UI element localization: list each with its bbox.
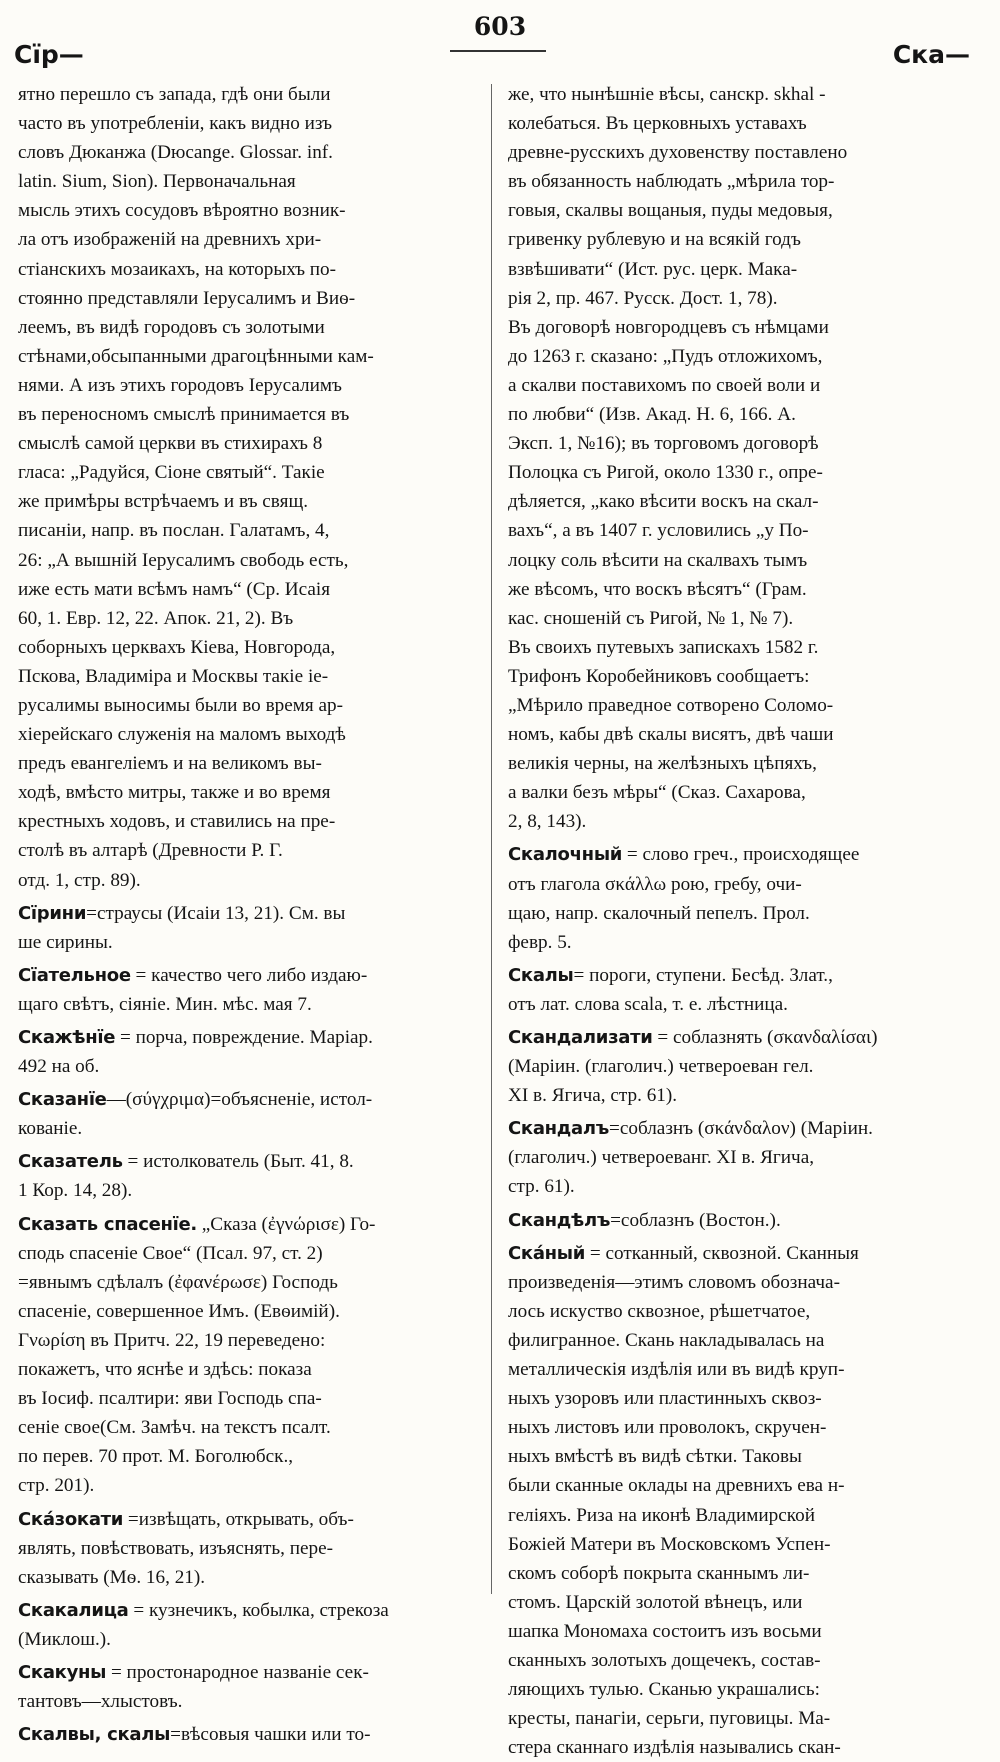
text-line (508, 870, 976, 899)
line-text: = соблазнять (σκανδαλίσαι) (652, 1027, 878, 1048)
text-line (508, 691, 976, 720)
headword: Скакуны (18, 1661, 107, 1683)
continued-text (18, 80, 481, 895)
headword: Скандалъ (508, 1118, 610, 1140)
text-line (508, 342, 976, 371)
line-text: въ обязанность наблюдать „мѣрила тор- (508, 171, 835, 193)
line-text: Пскова, Владиміра и Москвы такіе іе- (18, 665, 329, 687)
line-text: являть, повѣствовать, изъяснять, пере- (18, 1537, 333, 1559)
line-text: =соблазнъ (Востон.). (610, 1209, 781, 1231)
text-line (508, 928, 976, 957)
line-text: были сканные оклады на древнихъ ева н- (508, 1475, 845, 1497)
line-text: кованіе. (18, 1118, 83, 1140)
text-line (508, 778, 976, 807)
text-line (18, 1471, 481, 1500)
text-line (18, 487, 481, 516)
text-line (18, 1176, 481, 1205)
line-text: стр. 201). (18, 1475, 95, 1497)
text-line (18, 313, 481, 342)
text-line (18, 899, 481, 928)
line-text: великія черны, на желѣзныхъ цѣпяхъ, (508, 753, 817, 775)
line-text: = слово греч., происходящее (622, 844, 860, 866)
text-line (18, 1687, 481, 1716)
line-text: номъ, кабы двѣ скалы висятъ, двѣ чаши (508, 724, 834, 746)
text-line (18, 196, 481, 225)
text-line (18, 255, 481, 284)
line-text: гривенку рублевую и на всякій годъ (508, 229, 801, 251)
text-line (18, 1625, 481, 1654)
line-text: 60, 1. Евр. 12, 22. Апок. 21, 2). Въ (18, 607, 294, 629)
text-line (508, 633, 976, 662)
text-line (18, 458, 481, 487)
text-line (508, 1384, 976, 1413)
text-line (18, 720, 481, 749)
text-line (508, 546, 976, 575)
text-line (18, 342, 481, 371)
line-text: = кузнечикъ, кобылка, стрекоза (128, 1599, 389, 1621)
text-line (18, 80, 481, 109)
text-line (18, 1114, 481, 1143)
line-text: филигранное. Скань накладывалась на (508, 1329, 825, 1351)
text-line (18, 1268, 481, 1297)
line-text: 2, 8, 143). (508, 811, 587, 833)
line-text: русалимы выносимы были во время ар- (18, 694, 343, 716)
line-text: скомъ соборѣ покрыта сканнымъ ли- (508, 1562, 810, 1584)
line-text: крестныхъ ходовъ, и ставились на пре- (18, 811, 336, 833)
line-text: ятно перешло съ запада, гдѣ они были (18, 84, 331, 105)
text-line (508, 1172, 976, 1201)
dictionary-entry (18, 1505, 481, 1592)
text-line (508, 720, 976, 749)
text-line (508, 371, 976, 400)
text-line (508, 1081, 976, 1110)
text-line (508, 1239, 976, 1268)
line-text: 1 Кор. 14, 28). (18, 1180, 133, 1202)
text-line (508, 1297, 976, 1326)
line-text: „Мѣрило праведное сотворено Соломо- (508, 694, 834, 716)
line-text: = истолкователь (Быт. 41, 8. (122, 1151, 354, 1173)
text-line (18, 1355, 481, 1384)
text-line (18, 1534, 481, 1563)
text-line (508, 899, 976, 928)
text-line (508, 1268, 976, 1297)
text-line (508, 1023, 976, 1052)
text-line (18, 575, 481, 604)
text-line (508, 1617, 976, 1646)
line-text: Трифонъ Коробейниковъ сообщаетъ: (508, 665, 810, 687)
text-line (508, 1588, 976, 1617)
text-line (508, 196, 976, 225)
line-text: —(σύγχριμα)=объясненіе, истол- (106, 1089, 373, 1111)
text-line (508, 1704, 976, 1733)
text-line (18, 1147, 481, 1176)
line-text: =извѣщать, открывать, объ- (123, 1508, 354, 1530)
line-text: часто въ употребленіи, какъ видно изъ (18, 113, 333, 135)
text-line (508, 487, 976, 516)
line-text: ныхъ листовъ или проволокъ, скручен- (508, 1417, 827, 1439)
headword: Сїательное (18, 964, 131, 986)
line-text: до 1263 г. сказано: „Пудъ отложихомъ, (508, 345, 823, 367)
dictionary-entry (18, 1596, 481, 1654)
text-line (18, 1505, 481, 1534)
line-text: шапка Мономаха состоитъ изъ восьми (508, 1620, 822, 1642)
text-line (18, 1239, 481, 1268)
headword: Скáзокати (18, 1508, 124, 1530)
line-text: стр. 61). (508, 1176, 575, 1198)
text-line (508, 1646, 976, 1675)
line-text: древне-русскихъ духовенству поставлено (508, 142, 848, 164)
text-line (508, 138, 976, 167)
text-line (18, 516, 481, 545)
line-text: ла отъ изображеній на древнихъ хри- (18, 229, 322, 251)
headword: Сказанїе (18, 1089, 107, 1111)
line-text: =страусы (Исаіи 13, 21). См. вы (86, 902, 346, 924)
line-text: 492 на об. (18, 1056, 100, 1078)
line-text: Γνωρίση въ Притч. 22, 19 переведено: (18, 1329, 326, 1351)
text-line (508, 225, 976, 254)
text-line (508, 749, 976, 778)
text-line (508, 1733, 976, 1762)
text-line (508, 429, 976, 458)
text-line (18, 1297, 481, 1326)
line-text: спасеніе, совершенное Имъ. (Евѳимій). (18, 1300, 340, 1322)
line-text: кресты, панагіи, серьги, пуговицы. Ма- (508, 1708, 831, 1730)
dictionary-entry (508, 961, 976, 1019)
text-line (508, 807, 976, 836)
line-text: леемъ, въ видѣ городовъ съ золотыми (18, 316, 325, 338)
headword: Скалочный (508, 844, 623, 866)
text-line (18, 1658, 481, 1687)
text-line (18, 633, 481, 662)
headword: Скалы (508, 964, 574, 986)
text-line (18, 138, 481, 167)
text-line (18, 1413, 481, 1442)
headword: Скажѣнїе (18, 1027, 116, 1048)
dictionary-entry (18, 961, 481, 1019)
text-line (508, 1114, 976, 1143)
line-text: =вѣсовыя чашки или то- (170, 1724, 371, 1746)
line-text: ляющихъ тулью. Сканью украшались: (508, 1679, 820, 1701)
line-text: стоянно представляли Іерусалимъ и Виѳ- (18, 287, 356, 309)
text-line (18, 662, 481, 691)
line-text: (Маріин. (глаголич.) четвероеван гел. (508, 1056, 814, 1078)
headword: Скакалица (18, 1599, 129, 1621)
headword: Скандѣлъ (508, 1209, 611, 1231)
line-text: колебаться. Въ церковныхъ уставахъ (508, 113, 807, 135)
text-line (18, 807, 481, 836)
line-text: дѣляется, „како вѣсити воскъ на скал- (508, 491, 819, 513)
text-line (508, 1530, 976, 1559)
line-text: взвѣшивати“ (Ист. рус. церк. Мака- (508, 258, 798, 280)
line-text: рія 2, пр. 467. Русск. Дост. 1, 78). (508, 287, 778, 309)
text-line (508, 1355, 976, 1384)
line-text: покажетъ, что яснѣе и здѣсь: показа (18, 1359, 312, 1381)
line-text: словъ Дюканжа (Dюcange. Glossar. inf. (18, 142, 333, 164)
dictionary-entry (18, 1658, 481, 1716)
line-text: вахъ“, а въ 1407 г. условились „у По- (508, 520, 809, 542)
line-text: 26: „А вышній Іерусалимъ свободь есть, (18, 549, 349, 571)
text-line (508, 1052, 976, 1081)
line-text: лось искуство сквозное, рѣшетчатое, (508, 1300, 811, 1322)
text-line (18, 371, 481, 400)
text-line (18, 1720, 481, 1749)
line-text: стѣнами,обсыпанными драгоцѣнными кам- (18, 345, 374, 367)
text-line (18, 928, 481, 957)
text-line (18, 604, 481, 633)
text-line (508, 516, 976, 545)
line-text: стіанскихъ мозаикахъ, на которыхъ по- (18, 258, 337, 280)
text-line (508, 1471, 976, 1500)
text-line (18, 546, 481, 575)
right-column (508, 80, 976, 1762)
line-text: предъ евангеліемъ и на великомъ вы- (18, 753, 322, 775)
headword: Скандализати (508, 1027, 653, 1048)
text-line (18, 961, 481, 990)
text-line (508, 1675, 976, 1704)
line-text: гласа: „Радуйся, Сіоне святый“. Такіе (18, 462, 325, 484)
text-line (18, 836, 481, 865)
continued-text (508, 80, 976, 836)
text-line (18, 1384, 481, 1413)
dictionary-entry (18, 1085, 481, 1143)
line-text: по перев. 70 прот. М. Боголюбск., (18, 1446, 294, 1468)
text-line (18, 284, 481, 313)
text-line (18, 1326, 481, 1355)
text-line (508, 1501, 976, 1530)
text-line (18, 1442, 481, 1471)
line-text: сканныхъ золотыхъ дощечекъ, состав- (508, 1649, 821, 1671)
line-text: „Сказа (ἐγνώρισε) Го- (196, 1213, 376, 1235)
text-line (508, 458, 976, 487)
dictionary-entry (508, 1239, 976, 1762)
text-line (508, 80, 976, 109)
line-text: стомъ. Царскій золотой вѣнецъ, или (508, 1591, 803, 1613)
line-text: мысль этихъ сосудовъ вѣроятно возник- (18, 200, 346, 222)
line-text: въ переносномъ смыслѣ принимается въ (18, 404, 350, 426)
line-text: геліяхъ. Риза на иконѣ Владимирской (508, 1504, 815, 1526)
dictionary-entry (508, 840, 976, 956)
text-line (18, 990, 481, 1019)
line-text: ше сирины. (18, 931, 113, 953)
text-line (18, 400, 481, 429)
line-text: Божіей Матери въ Московскомъ Успен- (508, 1533, 831, 1555)
line-text: столѣ въ алтарѣ (Древности Р. Г. (18, 840, 283, 862)
line-text: сказывать (Мѳ. 16, 21). (18, 1566, 206, 1588)
line-text: нями. А изъ этихъ городовъ Іерусалимъ (18, 374, 342, 396)
text-line (18, 1596, 481, 1625)
headword: Сказать спасенїе. (18, 1213, 197, 1235)
line-text: =явнымъ сдѣлалъ (ἐφανέρωσε) Господь (18, 1271, 338, 1293)
line-text: произведенія—этимъ словомъ обозначa- (508, 1271, 840, 1293)
line-text: latin. Sium, Sion). Первоначальная (18, 171, 296, 193)
text-line (508, 284, 976, 313)
text-line (508, 604, 976, 633)
left-column (18, 80, 481, 1749)
text-line (18, 167, 481, 196)
text-line (508, 961, 976, 990)
text-line (18, 1210, 481, 1239)
text-line (18, 1023, 481, 1052)
text-line (18, 109, 481, 138)
dictionary-entry (508, 1114, 976, 1201)
line-text: по любви“ (Изв. Акад. Н. 6, 166. А. (508, 404, 796, 426)
line-text: сподь спасеніе Свое“ (Псал. 97, ст. 2) (18, 1242, 323, 1264)
line-text: Полоцка съ Ригой, около 1330 г., опре- (508, 462, 823, 484)
line-text: (Миклош.). (18, 1628, 111, 1650)
line-text: ходѣ, вмѣсто митры, также и во время (18, 782, 331, 804)
text-line (508, 167, 976, 196)
headword: Скáный (508, 1242, 586, 1264)
line-text: отъ лат. слова scala, т. е. лѣстница. (508, 993, 788, 1015)
text-line (508, 1143, 976, 1172)
line-text: въ Іосиф. псалтири: яви Господь спа- (18, 1388, 322, 1410)
line-text: (глаголич.) четвероеванг. XI в. Ягича, (508, 1147, 815, 1169)
line-text: Въ своихъ путевыхъ запискахъ 1582 г. (508, 636, 819, 658)
line-text: отъ глагола σκάλλω рою, гребу, очи- (508, 873, 802, 895)
text-line (18, 749, 481, 778)
line-text: февр. 5. (508, 931, 572, 953)
line-text: =соблазнъ (σκάνδαλον) (Маріин. (609, 1118, 873, 1140)
line-text: писаніи, напр. въ послан. Галатамъ, 4, (18, 520, 330, 542)
text-line (508, 1206, 976, 1235)
line-text: щаю, напр. скалочный пепелъ. Прол. (508, 902, 810, 924)
text-line (508, 662, 976, 691)
line-text: ныхъ вмѣстѣ въ видѣ сѣтки. Таковы (508, 1446, 802, 1468)
dictionary-entry (18, 1720, 481, 1749)
line-text: говыя, скалвы вощаныя, пуды медовыя, (508, 200, 833, 222)
line-text: же примѣры встрѣчаемъ и въ свящ. (18, 491, 309, 513)
header-rule (450, 50, 546, 52)
text-line (18, 429, 481, 458)
line-text: хіерейскаго служенія на маломъ выходѣ (18, 724, 346, 746)
line-text: сеніе свое(См. Замѣч. на текстъ псалт. (18, 1417, 331, 1439)
line-text: иже есть мати всѣмъ намъ“ (Ср. Исаія (18, 578, 331, 600)
line-text: = пороги, ступени. Бесѣд. Злат., (573, 964, 833, 986)
line-text: же, что нынѣшніе вѣсы, санскр. skhal - (508, 84, 826, 105)
text-line (508, 1442, 976, 1471)
text-line (508, 313, 976, 342)
text-line (508, 109, 976, 138)
text-line (508, 1413, 976, 1442)
dictionary-entry (18, 899, 481, 957)
line-text: = простонародное названіе сек- (106, 1661, 369, 1683)
text-line (18, 1085, 481, 1114)
headword: Сїрини (18, 902, 87, 924)
line-text: металлическія издѣлія или въ видѣ круп- (508, 1359, 845, 1381)
line-text: соборныхъ церквахъ Кіева, Новгорода, (18, 636, 336, 658)
text-line (508, 575, 976, 604)
line-text: а валки безъ мѣры“ (Сказ. Сахарова, (508, 782, 806, 804)
line-text: ныхъ узоровъ или пластинныхъ сквоз- (508, 1388, 822, 1410)
text-line (18, 866, 481, 895)
text-line (508, 1559, 976, 1588)
line-text: XI в. Ягича, стр. 61). (508, 1085, 678, 1107)
text-line (18, 1563, 481, 1592)
dictionary-entry (508, 1206, 976, 1235)
text-line (18, 778, 481, 807)
line-text: = качество чего либо издаю- (130, 964, 368, 986)
line-text: лоцку соль вѣсити на скалвахъ тымъ (508, 549, 808, 571)
line-text: же вѣсомъ, что воскъ вѣсятъ“ (Грам. (508, 578, 807, 600)
dictionary-entry (508, 1023, 976, 1110)
text-line (508, 255, 976, 284)
line-text: = порча, повреждение. Маріар. (115, 1027, 373, 1048)
line-text: смыслѣ самой церкви въ стихирахъ 8 (18, 433, 323, 455)
line-text: отд. 1, стр. 89). (18, 869, 141, 891)
line-text: = сотканный, сквозной. Сканныя (585, 1242, 859, 1264)
headword: Сказатель (18, 1151, 123, 1173)
dictionary-entry (18, 1210, 481, 1501)
line-text: а скалви поставихомъ по своей воли и (508, 374, 821, 396)
text-line (18, 691, 481, 720)
line-text: щаго свѣтъ, сіяніе. Мин. мѣс. мая 7. (18, 993, 312, 1015)
line-text: тантовъ—хлыстовъ. (18, 1691, 183, 1713)
running-head-right: Ска— (892, 40, 970, 69)
dictionary-entry (18, 1023, 481, 1081)
headword: Скалвы, скалы (18, 1724, 171, 1746)
dictionary-entry (18, 1147, 481, 1205)
line-text: Въ договорѣ новгородцевъ съ нѣмцами (508, 316, 829, 338)
line-text: кас. сношеній съ Ригой, № 1, № 7). (508, 607, 794, 629)
line-text: стера сканнаго издѣлія назывались скан- (508, 1737, 841, 1759)
text-line (18, 1052, 481, 1081)
text-line (508, 400, 976, 429)
running-head-left: Сїр— (14, 40, 84, 69)
text-line (508, 1326, 976, 1355)
page-number: 603 (473, 12, 527, 41)
column-divider (491, 84, 492, 1594)
line-text: Эксп. 1, №16); въ торговомъ договорѣ (508, 433, 819, 455)
text-line (508, 990, 976, 1019)
text-line (508, 840, 976, 869)
text-line (18, 225, 481, 254)
